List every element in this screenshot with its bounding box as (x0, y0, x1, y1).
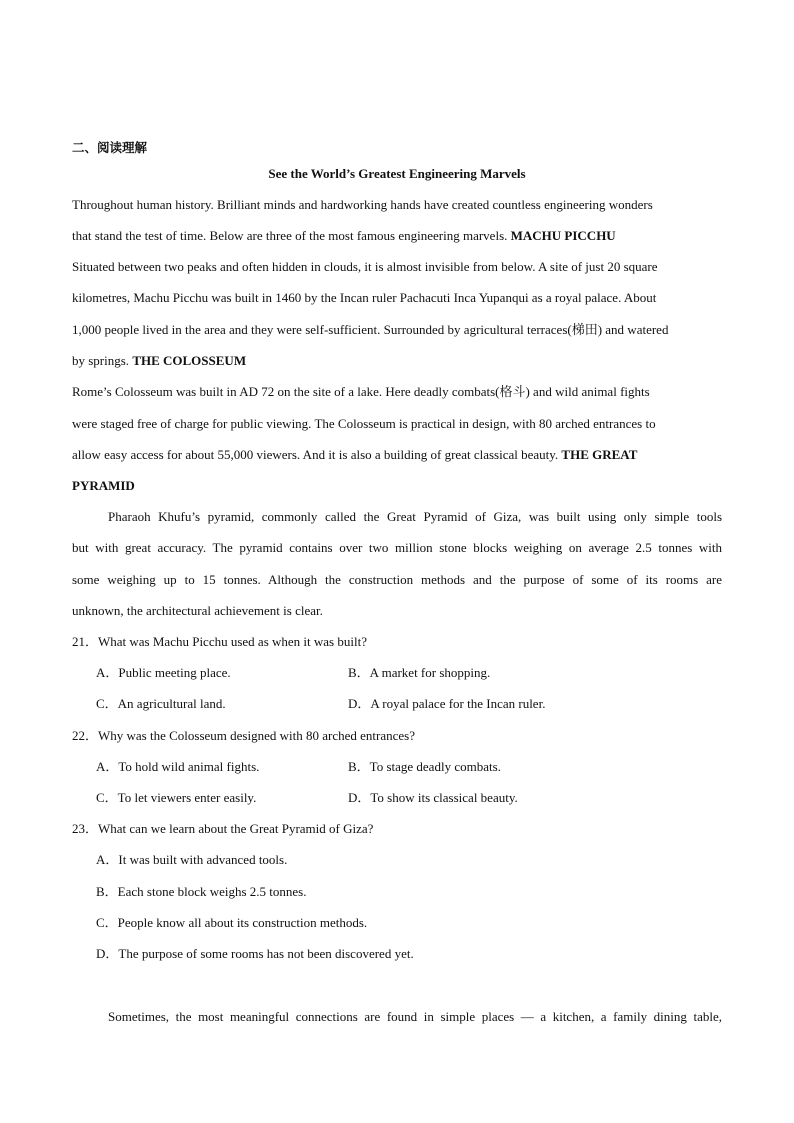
question-stem: 22．Why was the Colosseum designed with 80 arched entrances? (72, 728, 415, 743)
passage-line: Rome’s Colosseum was built in AD 72 on the site of a lake. Here deadly combats(格斗) and wild animal fights (72, 384, 650, 399)
passage-line: were staged free of charge for public viewing. The Colosseum is practical in design, with 80 arched entrances to (72, 416, 656, 431)
passage-line: kilometres, Machu Picchu was built in 1460 by the Incan ruler Pachacuti Inca Yupanqui as a royal palace. About (72, 290, 657, 305)
passage-text: that stand the test of time. Below are three of the most famous engineering marvels. (72, 228, 508, 243)
subheading-pyramid: PYRAMID (72, 478, 135, 493)
option-a[interactable]: A．It was built with advanced tools. (96, 852, 288, 867)
section-heading: 二、阅读理解 (72, 140, 148, 155)
option-a[interactable]: A．To hold wild animal fights. (96, 759, 260, 774)
next-passage-line: Sometimes, the most meaningful connections are found in simple places — a kitchen, a family dining table, (108, 1009, 722, 1024)
question-stem: 21．What was Machu Picchu used as when it was built? (72, 634, 367, 649)
passage-text: allow easy access for about 55,000 viewers. And it is also a building of great classical beauty. (72, 447, 559, 462)
option-d[interactable]: D．The purpose of some rooms has not been discovered yet. (96, 946, 414, 961)
option-c[interactable]: C．To let viewers enter easily. (96, 790, 257, 805)
passage-text: by springs. (72, 353, 130, 368)
option-d[interactable]: D．A royal palace for the Incan ruler. (348, 696, 546, 711)
option-b[interactable]: B．A market for shopping. (348, 665, 491, 680)
passage-line: Throughout human history. Brilliant minds and hardworking hands have created countless engineering wonders (72, 197, 653, 212)
passage-title: See the World’s Greatest Engineering Marvels (268, 166, 526, 181)
option-c[interactable]: C．People know all about its construction methods. (96, 915, 368, 930)
option-c[interactable]: C．An agricultural land. (96, 696, 226, 711)
option-d[interactable]: D．To show its classical beauty. (348, 790, 518, 805)
passage-line: unknown, the architectural achievement is clear. (72, 603, 323, 618)
passage-line: some weighing up to 15 tonnes. Although the construction methods and the purpose of some of its rooms are (72, 572, 722, 587)
passage-line: but with great accuracy. The pyramid contains over two million stone blocks weighing on average 2.5 tonnes with (72, 540, 722, 555)
option-b[interactable]: B．Each stone block weighs 2.5 tonnes. (96, 884, 307, 899)
subheading-great: THE GREAT (561, 447, 638, 462)
subheading-machu-picchu: MACHU PICCHU (510, 228, 616, 243)
subheading-colosseum: THE COLOSSEUM (132, 353, 247, 368)
passage-line (72, 226, 722, 246)
passage-line: Pharaoh Khufu’s pyramid, commonly called the Great Pyramid of Giza, was built using only simple tools (108, 509, 722, 524)
passage-line (72, 351, 722, 371)
question-stem: 23．What can we learn about the Great Pyramid of Giza? (72, 821, 374, 836)
passage-line: Situated between two peaks and often hidden in clouds, it is almost invisible from below. A site of just 20 square (72, 259, 658, 274)
passage-line: 1,000 people lived in the area and they were self-sufficient. Surrounded by agricultural terraces(梯田) and watered (72, 322, 669, 337)
option-a[interactable]: A．Public meeting place. (96, 665, 231, 680)
passage-line (72, 445, 722, 465)
option-b[interactable]: B．To stage deadly combats. (348, 759, 501, 774)
